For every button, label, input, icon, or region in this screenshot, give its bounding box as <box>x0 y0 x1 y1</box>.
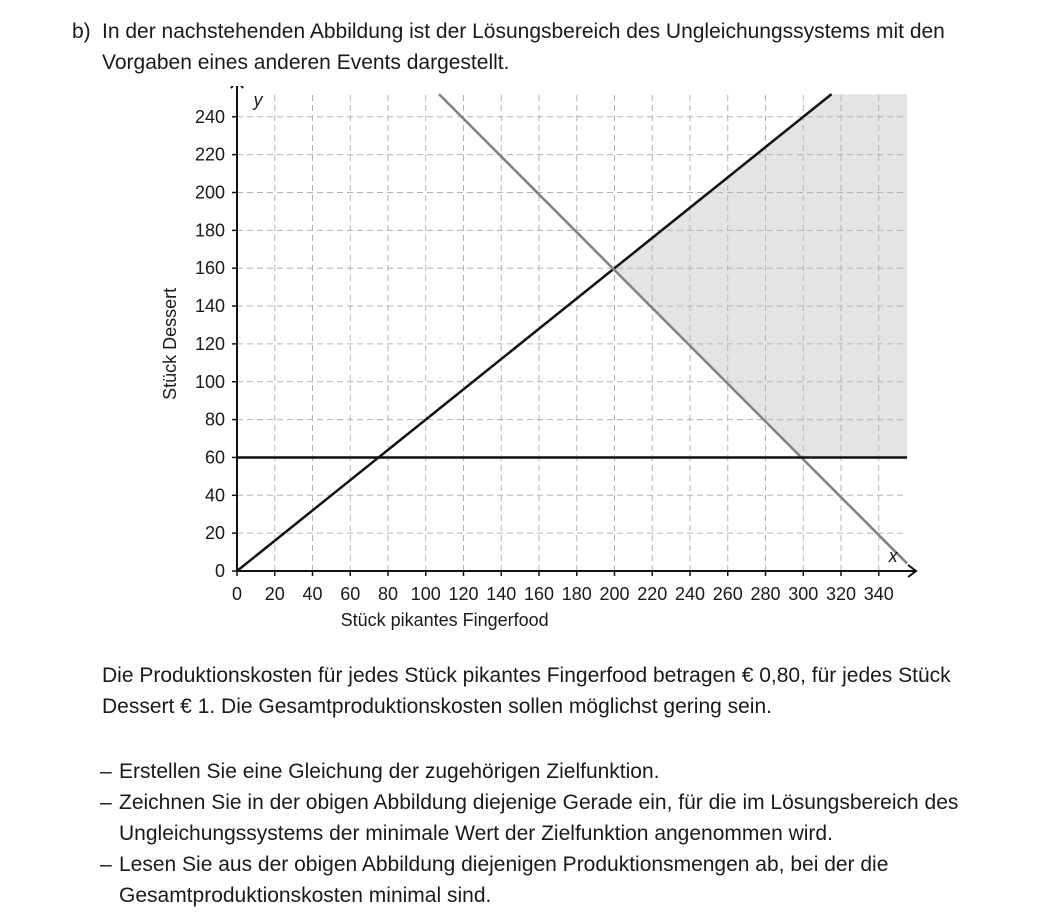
task-text: Lesen Sie aus der obigen Abbildung diejenigen Produktionsmengen ab, bei der die Gesamtproduktionskosten minimal sind. <box>119 853 889 907</box>
y-tick-label: 100 <box>194 371 225 392</box>
x-tick-label: 260 <box>712 584 743 604</box>
x-tick-label: 200 <box>599 584 630 604</box>
x-tick-label: 220 <box>637 584 668 604</box>
y-tick-label: 20 <box>204 523 225 544</box>
x-tick-label: 300 <box>788 584 819 604</box>
x-tick-label: 280 <box>750 584 781 604</box>
y-tick-label: 40 <box>204 485 225 506</box>
x-tick-label: 240 <box>674 584 706 604</box>
intro-text: In der nachstehenden Abbildung ist der Lösungsbereich des Ungleichungssystems mit den Vorgaben eines anderen Events dargestellt. <box>102 20 945 74</box>
task-item <box>100 787 1000 849</box>
task-item <box>100 849 1000 911</box>
task-dash: – <box>100 760 112 783</box>
x-axis-label: Stück pikantes Fingerfood <box>340 610 549 630</box>
y-axis-label: Stück Dessert <box>160 287 180 400</box>
y-axis-symbol: y <box>253 90 263 111</box>
y-tick-label: 80 <box>204 409 225 430</box>
y-tick-label: 240 <box>194 106 225 127</box>
y-tick-label: 140 <box>194 296 225 317</box>
cost-paragraph: Die Produktionskosten für jedes Stück pikantes Fingerfood betragen € 0,80, für jedes Stück Dessert € 1. Die Gesamtproduktionskosten sollen möglichst gering sein. <box>102 664 951 718</box>
task-intro <box>72 16 992 78</box>
x-tick-label: 140 <box>486 584 517 604</box>
x-tick-label: 20 <box>264 584 285 604</box>
x-tick-label: 60 <box>340 584 361 604</box>
y-tick-label: 200 <box>194 182 225 203</box>
x-tick-label: 120 <box>448 584 479 604</box>
task-dash: – <box>100 853 112 876</box>
x-tick-label: 80 <box>377 584 399 604</box>
task-part-label: b) <box>72 20 91 43</box>
task-text: Erstellen Sie eine Gleichung der zugehörigen Zielfunktion. <box>119 760 660 783</box>
x-axis-symbol: x <box>888 546 898 566</box>
task-item <box>100 756 1000 787</box>
x-tick-label: 320 <box>825 584 857 604</box>
feasible-region <box>615 94 908 457</box>
y-tick-label: 180 <box>194 220 225 241</box>
y-tick-label: 160 <box>194 258 225 279</box>
x-tick-label: 180 <box>561 584 592 604</box>
x-tick-label: 340 <box>863 584 894 604</box>
solution-region-chart <box>150 86 930 646</box>
y-tick-label: 0 <box>214 561 225 581</box>
y-tick-label: 220 <box>194 144 225 165</box>
x-tick-label: 0 <box>231 584 243 604</box>
y-tick-label: 60 <box>204 447 225 468</box>
y-tick-label: 120 <box>194 333 225 354</box>
task-list <box>100 756 1000 911</box>
x-tick-label: 160 <box>523 584 555 604</box>
task-dash: – <box>100 791 112 814</box>
x-tick-label: 40 <box>302 584 323 604</box>
x-tick-label: 100 <box>410 584 441 604</box>
task-text: Zeichnen Sie in der obigen Abbildung diejenige Gerade ein, für die im Lösungsbereich des Ungleichungssystems der minimale Wert der Zielfunktion angenommen wird. <box>119 791 959 845</box>
